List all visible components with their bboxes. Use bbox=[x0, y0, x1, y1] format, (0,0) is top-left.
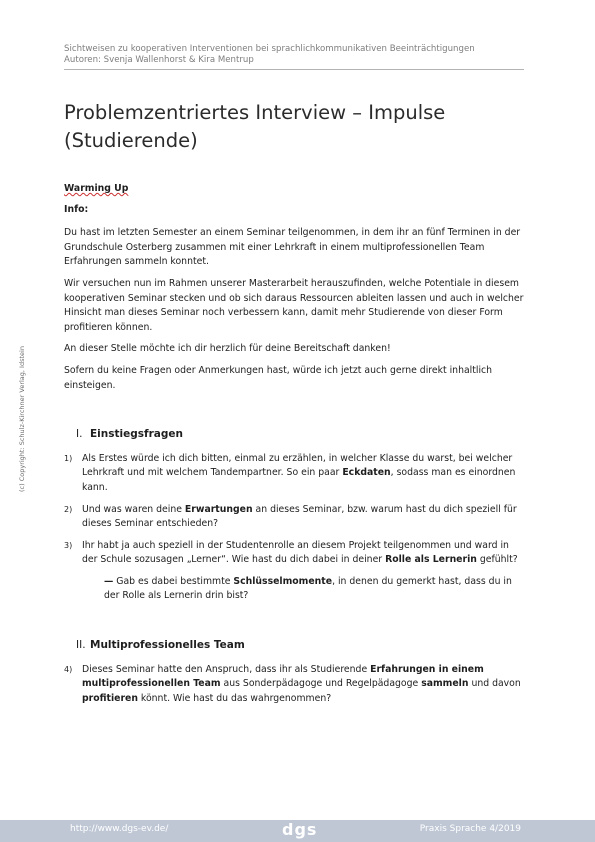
section-heading-multiprofessionelles-team bbox=[76, 638, 524, 653]
question-number: 1) bbox=[64, 453, 73, 463]
question-2: 2) Und was waren deine Erwartungen an dieses Seminar, bzw. warum hast du dich speziell für dieses Seminar entschieden? bbox=[64, 503, 517, 530]
section-title: Multiprofessionelles Team bbox=[90, 639, 245, 652]
header-authors: Autoren: Svenja Wallenhorst & Kira Mentrup bbox=[64, 55, 254, 65]
section-number: I. bbox=[76, 428, 83, 441]
dgs-logo: dgs bbox=[282, 820, 318, 839]
document-body bbox=[64, 182, 524, 713]
running-header bbox=[64, 44, 534, 70]
header-divider bbox=[64, 69, 524, 70]
section-title: Einstiegsfragen bbox=[90, 428, 183, 441]
footer-issue: Praxis Sprache 4/2019 bbox=[419, 824, 521, 834]
dash-icon: — bbox=[104, 575, 114, 587]
question-number: 3) bbox=[64, 540, 73, 550]
question-1: 1) Als Erstes würde ich dich bitten, einmal zu erzählen, in welcher Klasse du warst, bei welcher Lehrkraft und mit welchem Tandempartner. So ein paar Eckdaten, sodass man es einordnen kann. bbox=[64, 452, 516, 493]
intro-paragraph-2: Wir versuchen nun im Rahmen unserer Masterarbeit herauszufinden, welche Potentiale in diesem kooperativen Seminar stecken und ob sich daraus Ressourcen ableiten lassen und auch in welcher Hinsicht man dieses Seminar noch verbessern kann, damit mehr Studierende von dieser Form profitieren können. bbox=[64, 277, 524, 333]
page-title: Problemzentriertes Interview – Impulse (Studierende) bbox=[64, 101, 446, 152]
section-heading-einstiegsfragen bbox=[76, 427, 524, 442]
info-heading: Info: bbox=[64, 203, 89, 215]
copyright-side-note: (c) Copyright: Schulz-Kirchner Verlag, Idstein bbox=[18, 346, 26, 492]
intro-paragraph-4: Sofern du keine Fragen oder Anmerkungen hast, würde ich jetzt auch gerne direkt inhaltlich einsteigen. bbox=[64, 364, 493, 391]
question-4: 4) Dieses Seminar hatte den Anspruch, dass ihr als Studierende Erfahrungen in einem multiprofessionellen Team aus Sonderpädagoge und Regelpädagoge sammeln und davon profitieren könnt. Wie hast du das wahrgenommen? bbox=[64, 663, 521, 704]
page-footer bbox=[0, 820, 595, 842]
question-number: 2) bbox=[64, 504, 73, 514]
intro-paragraph-1: Du hast im letzten Semester an einem Seminar teilgenommen, in dem ihr an fünf Terminen in der Grundschule Osterberg zusammen mit einer Lehrkraft in einem multiprofessionellen Team Erfahrungen sammeln konntet. bbox=[64, 227, 521, 268]
header-subtitle: Sichtweisen zu kooperativen Interventionen bei sprachlichkommunikativen Beeinträchtigungen bbox=[64, 44, 475, 54]
question-number: 4) bbox=[64, 664, 73, 674]
footer-url-link[interactable]: http://www.dgs-ev.de/ bbox=[70, 824, 169, 834]
section-number: II. bbox=[76, 639, 86, 652]
warm-up-heading: Warming Up bbox=[64, 183, 129, 194]
question-3: 3) Ihr habt ja auch speziell in der Studentenrolle an diesem Projekt teilgenommen und ward in der Schule sozusagen „Lerner“. Wie hast du dich dabei in deiner Rolle als Lernerin gefühlt? bbox=[64, 539, 518, 566]
intro-paragraph-3: An dieser Stelle möchte ich dir herzlich für deine Bereitschaft danken! bbox=[64, 343, 391, 355]
question-3-followup: — Gab es dabei bestimmte Schlüsselmomente, in denen du gemerkt hast, dass du in der Rolle als Lernerin drin bist? bbox=[104, 575, 512, 602]
